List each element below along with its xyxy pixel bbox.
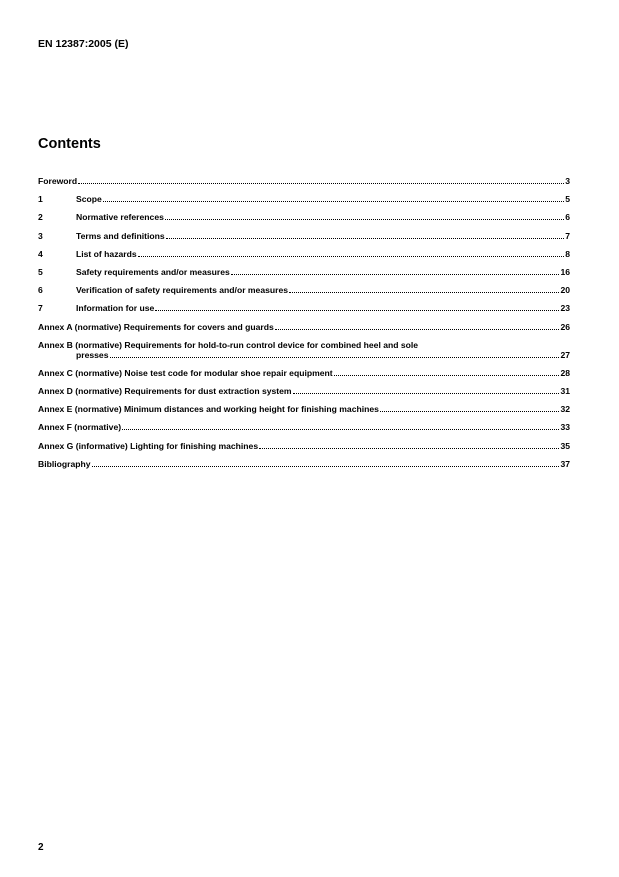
toc-leader-dots: [289, 285, 559, 293]
toc-entry-page: 16: [560, 266, 570, 277]
toc-entry-page: 31: [560, 386, 570, 397]
toc-entry-text: Bibliography: [38, 458, 91, 469]
toc-entry-text: Annex C (normative) Noise test code for modular shoe repair equipment: [38, 367, 333, 378]
toc-entry-text: Terms and definitions: [76, 230, 165, 241]
toc-entry-verification[interactable]: [38, 285, 570, 295]
toc-entry-page: 20: [560, 285, 570, 296]
toc-entry-page: 7: [565, 230, 570, 241]
toc-entry-annex-b[interactable]: [38, 340, 570, 360]
toc-entry-page: 23: [560, 303, 570, 314]
toc-entry-text: Information for use: [76, 303, 155, 314]
toc-entry-scope[interactable]: [38, 194, 570, 204]
toc-leader-dots: [138, 249, 565, 257]
toc-entry-annex-c[interactable]: [38, 368, 570, 378]
toc-entry-text: List of hazards: [76, 248, 137, 259]
toc-entry-page: 3: [565, 176, 570, 186]
toc-entry-terms-definitions[interactable]: [38, 231, 570, 241]
toc-entry-number: 2: [38, 212, 43, 223]
toc-entry-number: 7: [38, 303, 43, 314]
toc-leader-dots: [166, 231, 565, 239]
page-number: 2: [38, 842, 44, 853]
toc-leader-dots: [122, 422, 559, 430]
toc-entry-number: 5: [38, 266, 43, 277]
toc-leader-dots: [259, 441, 559, 449]
toc-leader-dots: [231, 267, 560, 275]
toc-entry-number: 6: [38, 285, 43, 296]
toc-leader-dots: [110, 350, 560, 358]
toc-entry-foreword[interactable]: [38, 176, 570, 186]
toc-entry-text: Annex E (normative) Minimum distances and working height for finishing machines: [38, 404, 379, 415]
toc-entry-number: 4: [38, 248, 43, 259]
toc-entry-annex-e[interactable]: [38, 404, 570, 414]
toc-leader-dots: [165, 212, 564, 220]
toc-entry-page: 8: [565, 248, 570, 259]
toc-entry-text: Annex G (informative) Lighting for finishing machines: [38, 440, 259, 451]
toc-leader-dots: [293, 386, 560, 394]
toc-leader-dots: [380, 404, 560, 412]
toc-entry-text: Verification of safety requirements and/or measures: [76, 285, 289, 296]
toc-entry-normative-references[interactable]: [38, 212, 570, 222]
toc-entry-page: 27: [560, 349, 570, 360]
toc-leader-dots: [275, 322, 560, 330]
toc-entry-annex-f[interactable]: [38, 422, 570, 432]
toc-leader-dots: [155, 303, 559, 311]
toc-leader-dots: [92, 459, 560, 467]
table-of-contents: [38, 176, 570, 477]
toc-entry-text: Annex F (normative): [38, 422, 122, 433]
toc-entry-page: 28: [560, 367, 570, 378]
toc-entry-text: Annex D (normative) Requirements for dust extraction system: [38, 386, 292, 397]
toc-entry-text-continued: presses: [76, 349, 109, 360]
toc-entry-page: 6: [565, 212, 570, 223]
toc-entry-annex-a[interactable]: [38, 322, 570, 332]
toc-entry-page: 5: [565, 194, 570, 205]
toc-entry-text: Annex B (normative) Requirements for hold-to-run control device for combined heel and sole: [38, 339, 419, 350]
toc-entry-information-for-use[interactable]: [38, 303, 570, 313]
toc-entry-text: Safety requirements and/or measures: [76, 266, 230, 277]
toc-entry-text: Scope: [76, 194, 102, 205]
toc-entry-text: Foreword: [38, 176, 78, 186]
toc-entry-safety-requirements[interactable]: [38, 267, 570, 277]
document-header: EN 12387:2005 (E): [38, 38, 129, 50]
toc-entry-list-of-hazards[interactable]: [38, 249, 570, 259]
toc-entry-page: 32: [560, 404, 570, 415]
toc-entry-page: 33: [560, 422, 570, 433]
page-title: Contents: [38, 136, 101, 152]
toc-entry-number: 1: [38, 194, 43, 205]
toc-entry-text: Annex A (normative) Requirements for covers and guards: [38, 321, 274, 332]
toc-leader-dots: [334, 368, 560, 376]
toc-entry-page: 37: [560, 458, 570, 469]
toc-entry-page: 26: [560, 321, 570, 332]
toc-entry-text: Normative references: [76, 212, 164, 223]
toc-entry-bibliography[interactable]: [38, 459, 570, 469]
toc-entry-number: 3: [38, 230, 43, 241]
toc-leader-dots: [78, 176, 564, 184]
toc-entry-page: 35: [560, 440, 570, 451]
toc-leader-dots: [103, 194, 564, 202]
toc-entry-annex-g[interactable]: [38, 441, 570, 451]
toc-entry-annex-d[interactable]: [38, 386, 570, 396]
